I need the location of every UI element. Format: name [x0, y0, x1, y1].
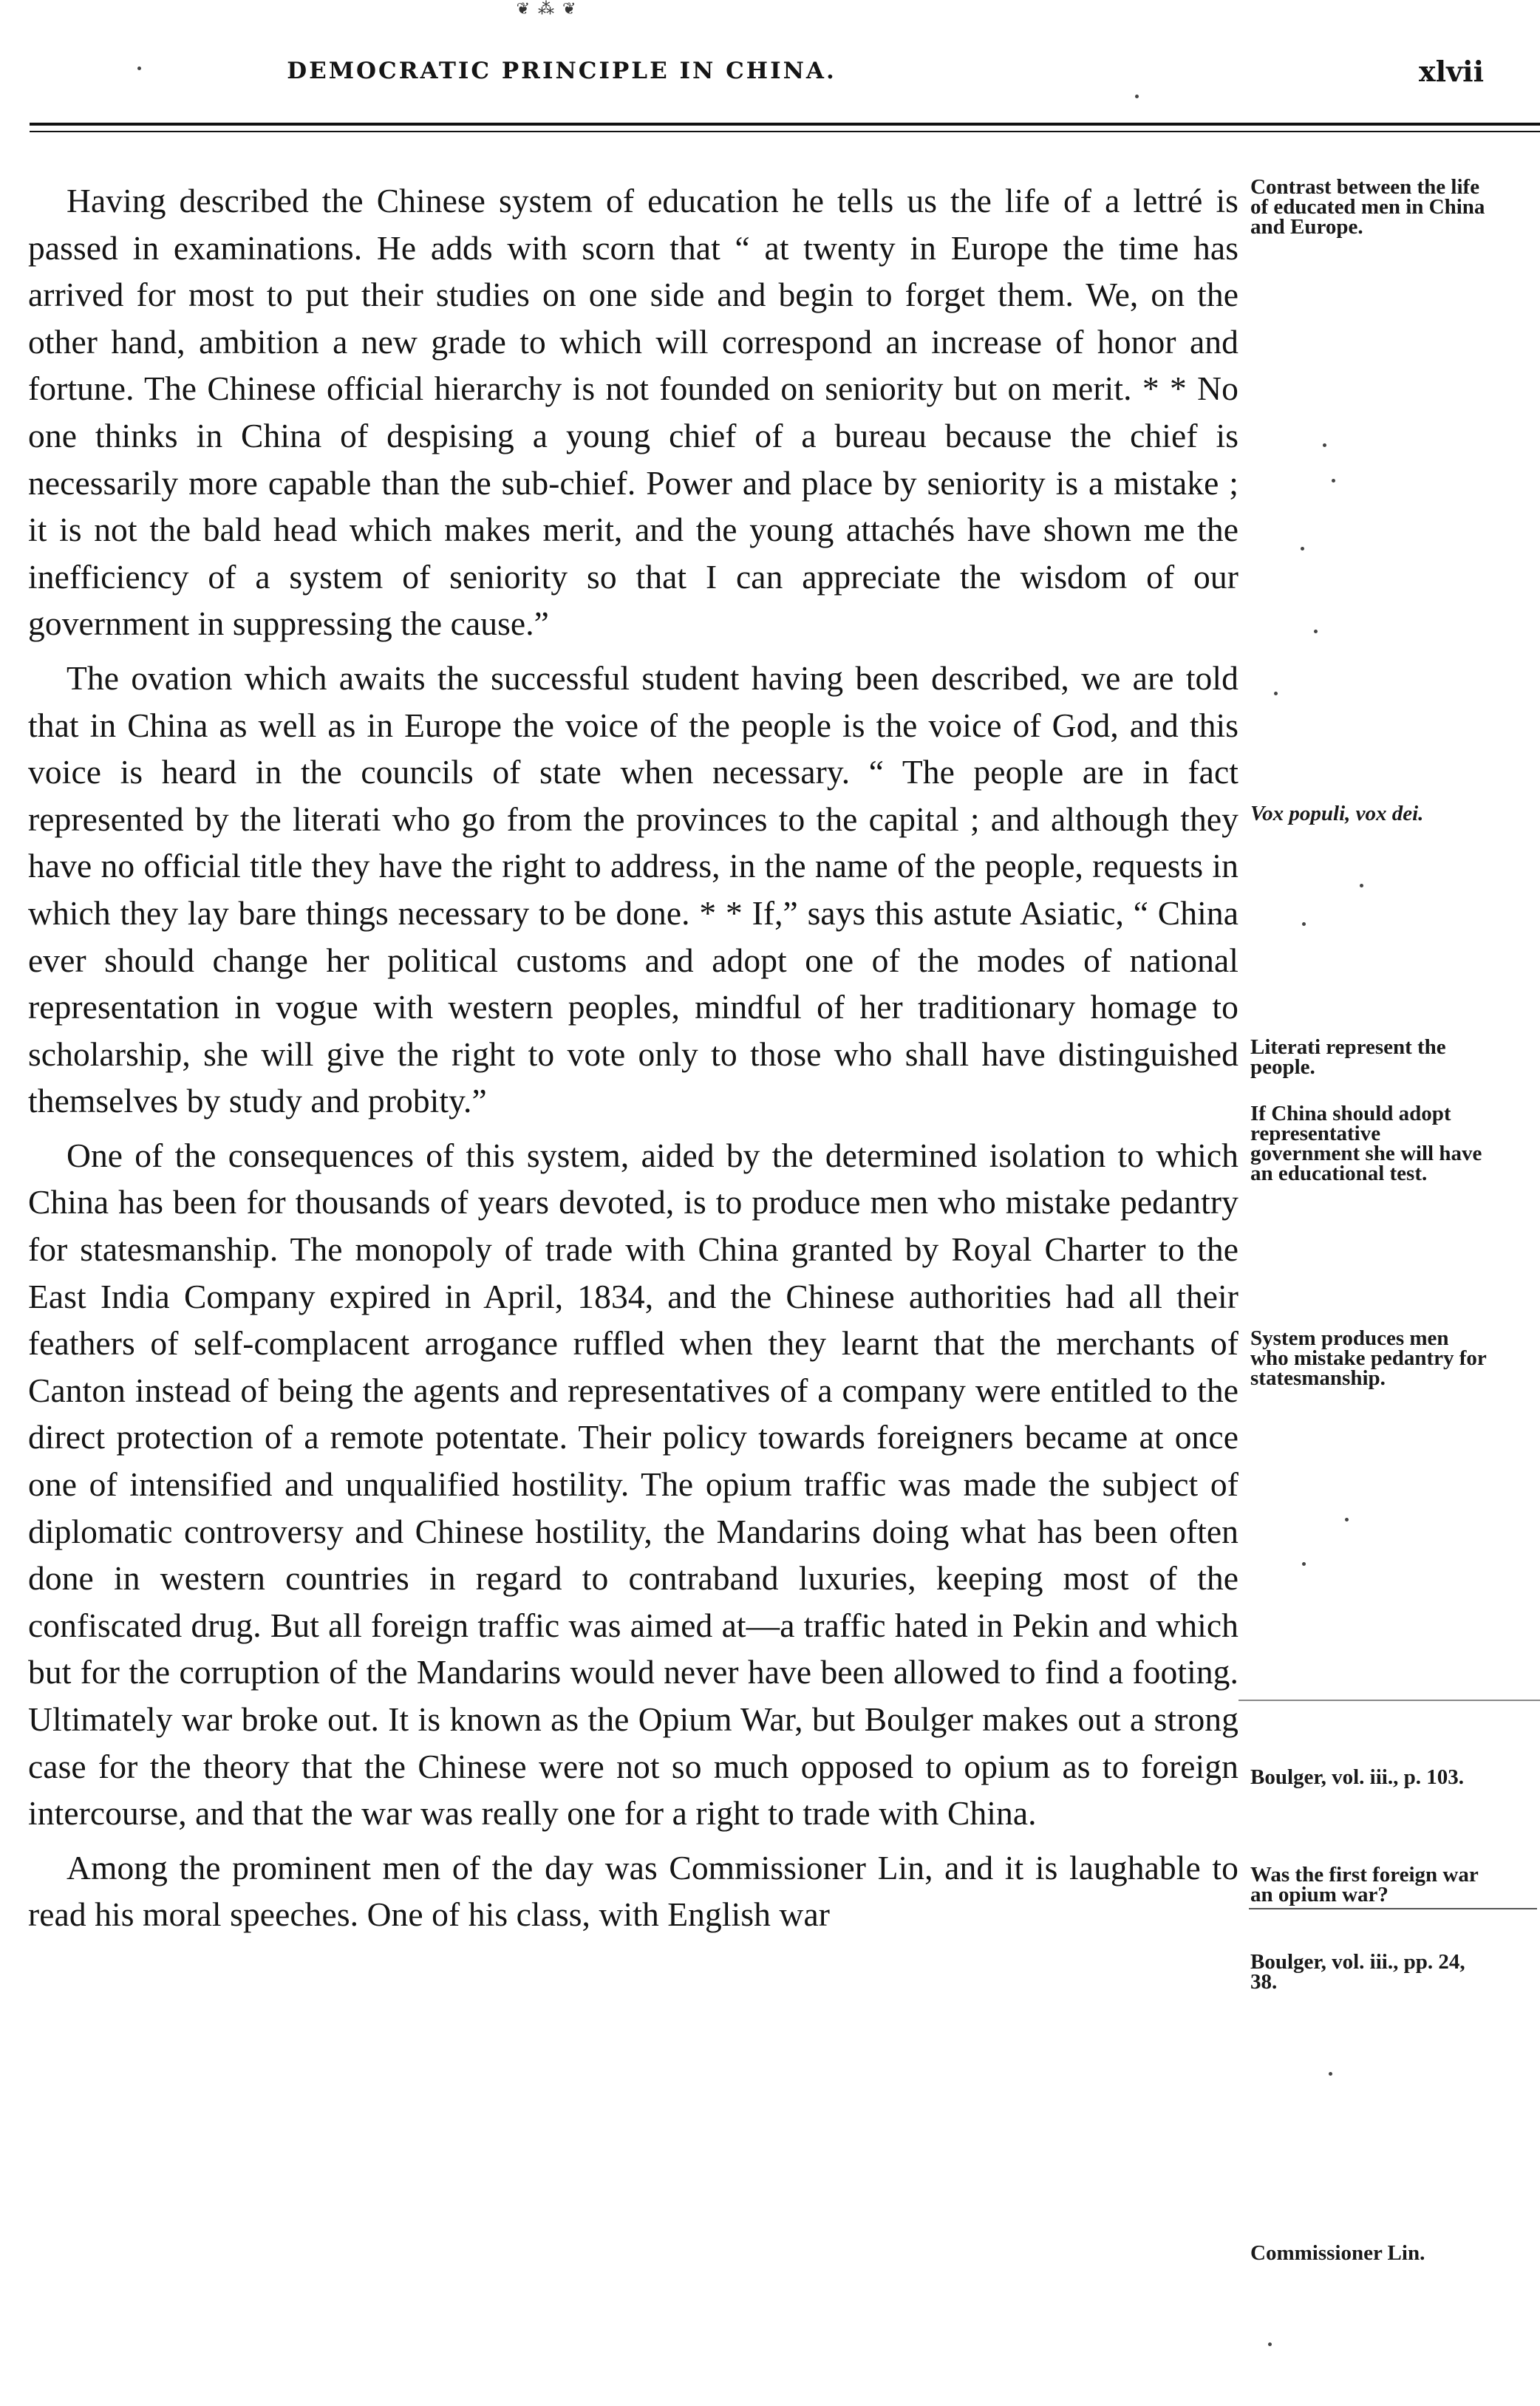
margin-streak — [1239, 1700, 1540, 1701]
margin-speck — [137, 67, 141, 70]
margin-speck — [1268, 2342, 1272, 2346]
sidenote-literati: Literati represent the people. — [1250, 1035, 1446, 1079]
header-rule-thin — [30, 131, 1540, 132]
margin-speck — [1360, 884, 1363, 887]
paragraph-vox-populi: The ovation which awaits the successful student having been described, we are told that in China as well as in Europe the voice of the people is the voice of God, and this voice is heard in the councils of state when necessary. “ The people are in fact represented by the literati who go from the provinces to the capital ; and although they have no official title they have the right to address, in the name of the people, requests in which they lay bare things necessary to be done. * * If,” says this astute Asiatic, “ China ever should change her political customs and adopt one of the modes of national representation in vogue with western peoples, mindful of her traditionary homage to scholarship, she will give the right to vote only to those who shall have distinguished themselves by study and probity.” — [28, 658, 1239, 1120]
header-ornament: ❦ ⁂ ❦ — [516, 0, 578, 18]
margin-speck — [1274, 692, 1278, 695]
sidenote-commissioner-lin: Commissioner Lin. — [1250, 2241, 1425, 2265]
page-number: xlvii — [1419, 55, 1485, 88]
margin-speck — [1301, 547, 1304, 551]
margin-speck — [1302, 1562, 1306, 1566]
sidenote-pedantry: System produces men who mistake pedantry for statesmanship. — [1250, 1326, 1487, 1390]
margin-speck — [1314, 630, 1318, 633]
margin-speck — [1135, 95, 1139, 98]
margin-speck — [1323, 443, 1326, 447]
margin-speck — [1332, 479, 1335, 483]
paragraph-opium-war: One of the consequences of this system, aided by the determined isolation to which China has been for thousands of years devoted, is to produce men who mistake pedantry for statesmanship. The monopoly of trade with China granted by Royal Charter to the East India Company expired in April, 1834, and the Chinese authorities had all their feathers of self-complacent arrogance ruffled when they learnt that the merchants of Canton instead of being the agents and representatives of a company were entitled to the direct protection of a remote potentate. Their policy towards foreigners became at once one of intensified and unqualified hostility. The opium traffic was made the subject of diplomatic controversy and Chinese hostility, the Mandarins doing what has been often done in western countries in regard to contraband luxuries, keeping most of the confiscated drug. But all foreign traffic was aimed at—a traffic hated in Pekin and which but for the corruption of the Mandarins would never have been allowed to find a footing. Ultimately war broke out. It is known as the Opium War, but Boulger makes out a strong case for the theory that the Chinese were not so much opposed to opium as to foreign intercourse, and that the war was really one for a right to trade with China. — [28, 1136, 1239, 1833]
running-title: DEMOCRATIC PRINCIPLE IN CHINA. — [287, 58, 837, 84]
sidenote-opium-war-question: Was the first foreign war an opium war? — [1250, 1863, 1479, 1906]
margin-speck — [1345, 1518, 1349, 1521]
margin-underline — [1249, 1908, 1537, 1909]
sidenote-vox-populi: Vox populi, vox dei. — [1250, 802, 1424, 825]
paragraph-education: Having described the Chinese system of education he tells us the life of a lettré is passed in examinations. He adds with scorn that “ at twenty in Europe the time has arrived for most to put their studies on one side and begin to forget them. We, on the other hand, ambition a new grade to which will correspond an increase of honor and fortune. The Chinese official hierarchy is not founded on seniority but on merit. * * No one thinks in China of despising a young chief of a bureau because the chief is necessarily more capable than the sub-chief. Power and place by seniority is a mistake ; it is not the bald head which makes merit, and the young attachés have shown me the inefficiency of a system of seniority so that I can appreciate the wisdom of our government in suppressing the cause.” — [28, 182, 1239, 643]
sidenote-boulger-24-38: Boulger, vol. iii., pp. 24, 38. — [1250, 1950, 1465, 1994]
body-text — [28, 177, 1239, 1938]
margin-speck — [1329, 2072, 1332, 2076]
sidenote-educational-test: If China should adopt representative government she will have an educational test. — [1250, 1102, 1482, 1185]
sidenote-boulger-103: Boulger, vol. iii., p. 103. — [1250, 1765, 1464, 1789]
page-header — [30, 0, 1507, 111]
header-rule-thick — [30, 123, 1540, 126]
sidenote-contrast: Contrast between the life of educated men in China and Europe. — [1250, 175, 1485, 239]
margin-speck — [1302, 922, 1306, 926]
paragraph-commissioner-lin: Among the prominent men of the day was Commissioner Lin, and it is laughable to read his moral speeches. One of his class, with English war — [28, 1848, 1239, 1934]
